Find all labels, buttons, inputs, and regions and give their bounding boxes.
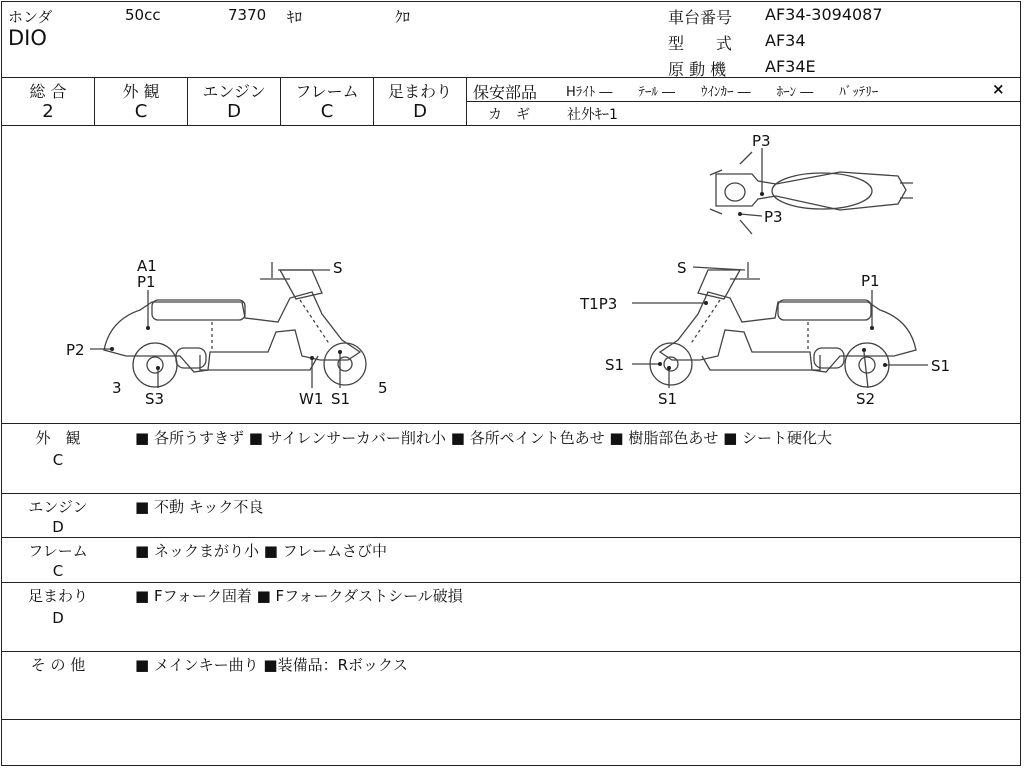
divider <box>1 423 1021 424</box>
safety-parts-items: Hﾗｲﾄ ― ﾃｰﾙ ― ｳｲﾝｶｰ ― ﾎｰﾝ ― ﾊﾞｯﾃﾘｰ <box>566 85 879 100</box>
label-left-w1: W1 <box>299 390 324 408</box>
remark-frame-text: ■ ネックまがり小 ■ フレームさび中 <box>135 542 388 560</box>
grade-exterior-label: 外 観 <box>122 82 160 101</box>
marker-dot <box>310 356 314 360</box>
grade-exterior-value: C <box>134 101 148 122</box>
label-left-s3: S3 <box>145 390 165 408</box>
label-right-t1p3: T1P3 <box>580 295 618 313</box>
remark-engine-text: ■ 不動 キック不良 <box>135 498 264 516</box>
label-left-5: 5 <box>378 379 388 397</box>
label-right-s: S <box>677 259 687 277</box>
key-label: カ ギ <box>488 107 530 123</box>
marker-dot <box>870 326 874 330</box>
type-label: 型 式 <box>668 34 733 53</box>
marker-dot <box>146 326 150 330</box>
label-left-p1: P1 <box>137 273 156 291</box>
label-left-s: S <box>333 259 343 277</box>
key-value: 社外ｷｰ1 <box>567 107 618 123</box>
marker-dot <box>760 192 764 196</box>
grade-suspension-label: 足まわり <box>387 82 452 101</box>
grade-overall-label: 総 合 <box>29 82 67 101</box>
divider <box>467 101 1021 102</box>
label-left-a1: A1 <box>137 257 157 275</box>
grade-frame-value: C <box>320 101 334 122</box>
label-right-s1-bottom: S1 <box>658 390 678 408</box>
label-top-p3-a: P3 <box>752 132 771 150</box>
remark-exterior-text: ■ 各所うすきず ■ サイレンサーカバー削れ小 ■ 各所ペイント色あせ ■ 樹脂部色あせ ■ シート硬化大 <box>135 429 833 447</box>
remark-exterior-label: 外 観 <box>35 429 81 447</box>
grade-overall-value: 2 <box>42 101 54 122</box>
remark-suspension-text: ■ Fフォーク固着 ■ Fフォークダストシール破損 <box>135 587 463 605</box>
label-right-s1-left: S1 <box>605 356 625 374</box>
marker-dot <box>156 366 160 370</box>
scooter-diagrams <box>0 126 1020 422</box>
marker-dot <box>862 348 866 352</box>
displacement: 50cc <box>125 6 161 24</box>
grade-engine-label: エンジン <box>202 82 266 101</box>
label-right-s2: S2 <box>856 390 876 408</box>
marker-dot <box>667 366 671 370</box>
model-name: DIO <box>8 26 47 50</box>
remark-frame-label: フレーム <box>28 542 88 560</box>
type-value: AF34 <box>765 31 806 50</box>
label-left-3: 3 <box>112 379 122 397</box>
remark-engine-label: エンジン <box>28 498 88 516</box>
marker-dot <box>883 363 887 367</box>
grade-engine-value: D <box>227 101 241 122</box>
engine-label: 原 動 機 <box>668 60 727 79</box>
label-right-p1: P1 <box>861 272 880 290</box>
remark-other-label: そ の 他 <box>30 656 86 674</box>
grade-frame-label: フレーム <box>295 82 359 101</box>
frame-no-label: 車台番号 <box>668 8 733 27</box>
frame-no: AF34-3094087 <box>765 5 883 24</box>
safety-parts-title: 保安部品 <box>473 83 538 102</box>
divider <box>1 719 1021 720</box>
scooter-top-view <box>710 152 913 234</box>
remark-suspension-grade: D <box>52 609 64 627</box>
marker-dot <box>338 350 342 354</box>
battery-mark: × <box>992 80 1005 98</box>
grade-suspension-value: D <box>413 101 427 122</box>
label-left-s1: S1 <box>331 390 351 408</box>
remark-exterior-grade: C <box>52 451 64 469</box>
color: ｸﾛ <box>395 8 411 26</box>
divider <box>1 582 1021 583</box>
remark-engine-grade: D <box>52 518 64 536</box>
divider <box>1 77 1021 78</box>
mileage-unit: ｷﾛ <box>287 8 303 26</box>
remark-frame-grade: C <box>52 562 64 580</box>
marker-dot <box>658 362 662 366</box>
marker-dot <box>704 301 708 305</box>
label-top-p3-b: P3 <box>764 208 783 226</box>
divider <box>1 493 1021 494</box>
leader-line <box>740 214 762 216</box>
mileage-value: 7370 <box>228 6 267 24</box>
label-left-p2: P2 <box>66 341 85 359</box>
maker: ホンダ <box>8 8 53 26</box>
divider <box>466 77 467 125</box>
marker-dot <box>110 347 114 351</box>
divider <box>1 651 1021 652</box>
remark-suspension-label: 足まわり <box>27 587 88 605</box>
remark-other-text: ■ メインキー曲り ■装備品：Rボックス <box>135 656 408 674</box>
label-right-s1-right: S1 <box>931 357 951 375</box>
engine-value: AF34E <box>765 57 816 76</box>
marker-dot <box>738 212 742 216</box>
divider <box>1 537 1021 538</box>
